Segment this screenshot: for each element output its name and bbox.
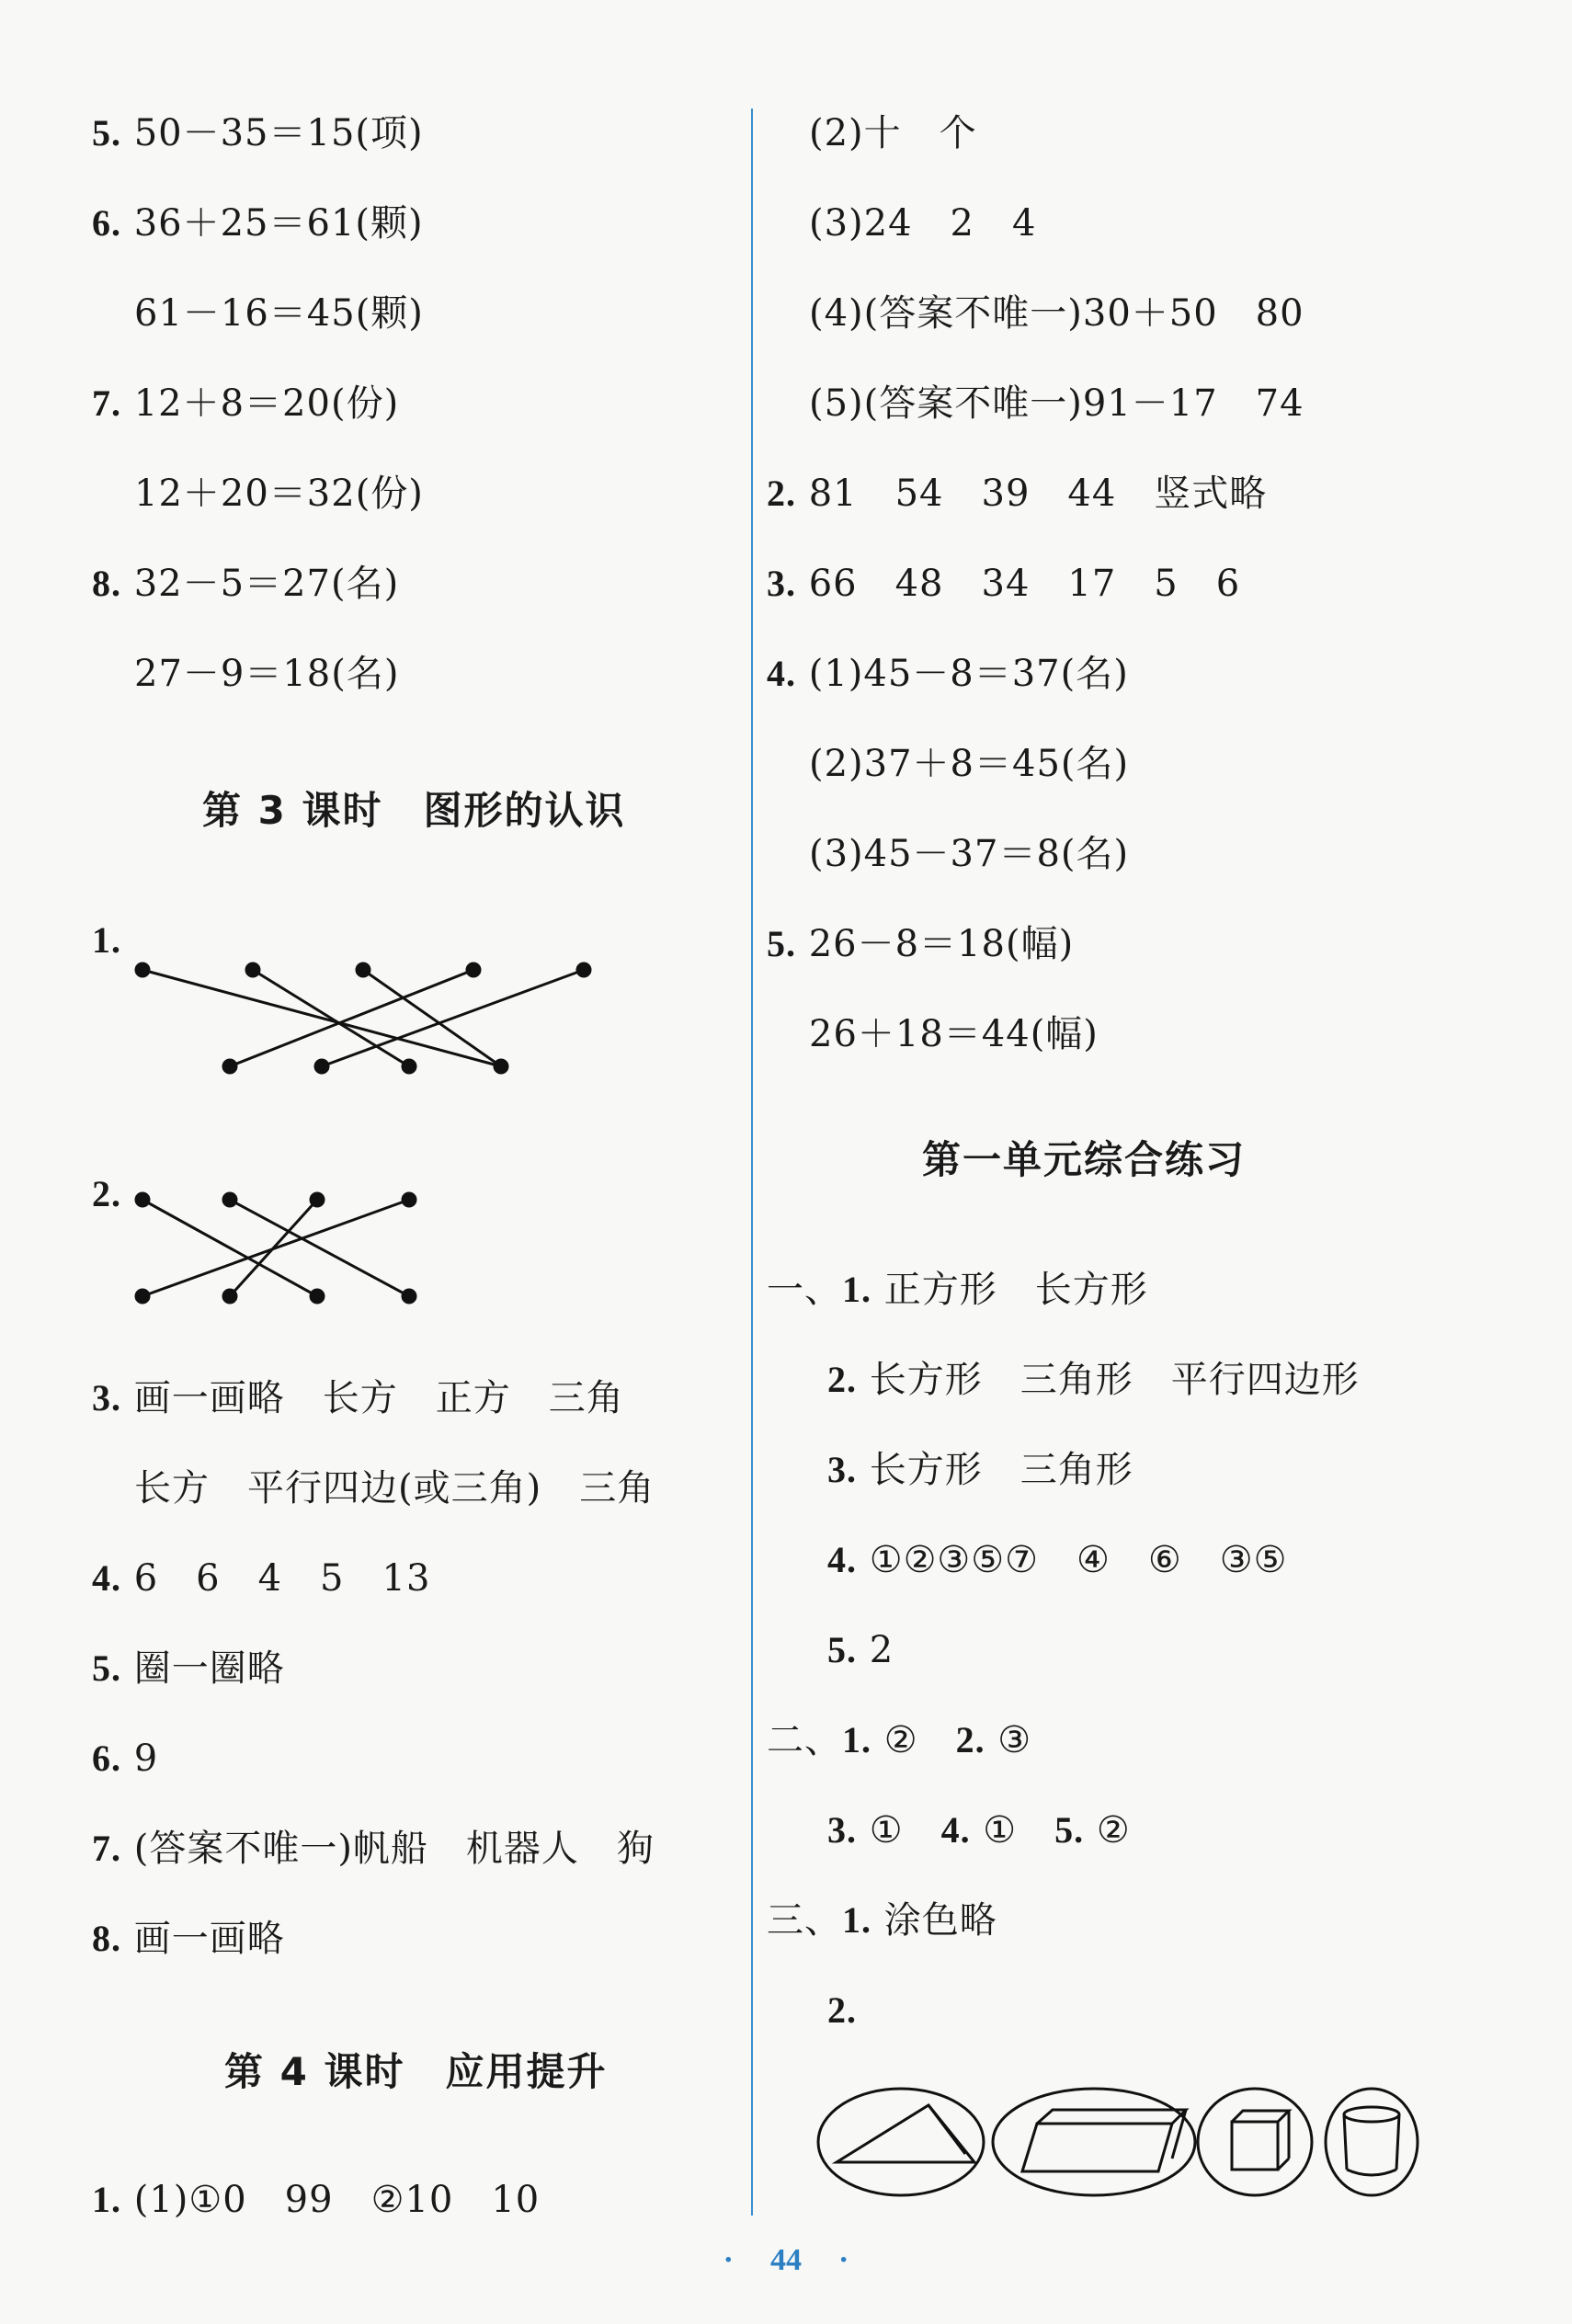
answer-line: 4. ①②③⑤⑦ ④ ⑥ ③⑤ (827, 1539, 1288, 1581)
matching-diagram-2 (136, 1193, 416, 1303)
cylinder-icon (1344, 2107, 1399, 2122)
answer-line: 一、1. 正方形 长方形 (767, 1269, 1148, 1311)
answer-line: (3)24 2 4 (809, 202, 1037, 245)
answer-line: 长方 平行四边(或三角) 三角 (134, 1467, 655, 1509)
answer-line: 2. 长方形 三角形 平行四边形 (827, 1359, 1360, 1401)
answer-line: 三、1. 涂色略 (767, 1899, 997, 1942)
answer-line: 2. 81 54 39 44 竖式略 (767, 473, 1268, 515)
answer-line: (3)45－37＝8(名) (809, 833, 1130, 875)
answer-line: 2. (827, 1989, 857, 2031)
answer-line: 8. 32－5＝27(名) (92, 563, 400, 605)
shape-ovals (818, 2089, 1418, 2195)
matching-diagram-1 (136, 963, 590, 1073)
triangle-prism-icon (837, 2105, 974, 2162)
answer-line: 6. 9 (92, 1737, 159, 1780)
answer-line: (2)十 个 (809, 112, 977, 154)
answer-line: 5. 50－35＝15(项) (92, 112, 424, 154)
answer-line: 3. 长方形 三角形 (827, 1449, 1133, 1491)
answer-line: 5. 圈一圈略 (92, 1647, 285, 1690)
page-number: · 44 · (723, 2243, 849, 2277)
answer-line: 3. 画一画略 长方 正方 三角 (92, 1377, 624, 1419)
section-title: 第 3 课时 图形的认识 (202, 788, 626, 833)
answer-line: 7. 12＋8＝20(份) (92, 382, 400, 425)
answer-line: (5)(答案不唯一)91－17 74 (809, 382, 1304, 425)
answer-line: 8. 画一画略 (92, 1918, 285, 1960)
cuboid-oval (993, 2089, 1195, 2195)
answer-line: 12＋20＝32(份) (134, 473, 424, 515)
answer-line: 27－9＝18(名) (134, 653, 400, 695)
section-title: 第 4 课时 应用提升 (224, 2049, 608, 2094)
unit-title: 第一单元综合练习 (922, 1137, 1247, 1182)
answer-line: 7. (答案不唯一)帆船 机器人 狗 (92, 1828, 655, 1870)
answer-line: 5. 26－8＝18(幅) (767, 923, 1075, 965)
answer-line: 1. (1)①0 99 ②10 10 (92, 2179, 541, 2221)
answer-line: 5. 2 (827, 1629, 894, 1671)
cuboid-icon (1022, 2124, 1172, 2171)
cube-icon (1232, 2122, 1278, 2170)
answer-line: 61－16＝45(颗) (134, 292, 424, 335)
answer-line: 4. (1)45－8＝37(名) (767, 653, 1129, 695)
answer-line: 26＋18＝44(幅) (809, 1013, 1099, 1055)
answer-line: 二、1. ② 2. ③ (767, 1719, 1032, 1761)
cylinder-oval (1326, 2089, 1418, 2195)
answer-line: (2)37＋8＝45(名) (809, 743, 1130, 785)
cube-oval (1198, 2089, 1312, 2195)
question-label: 2. (92, 1173, 121, 1214)
question-label: 1. (92, 919, 121, 961)
answer-line: 3. ① 4. ① 5. ② (827, 1809, 1131, 1851)
answer-line: 3. 66 48 34 17 5 6 (767, 563, 1241, 605)
answer-line: (4)(答案不唯一)30＋50 80 (809, 292, 1304, 335)
answer-line: 6. 36＋25＝61(颗) (92, 202, 424, 245)
answer-line: 4. 6 6 4 5 13 (92, 1557, 431, 1600)
